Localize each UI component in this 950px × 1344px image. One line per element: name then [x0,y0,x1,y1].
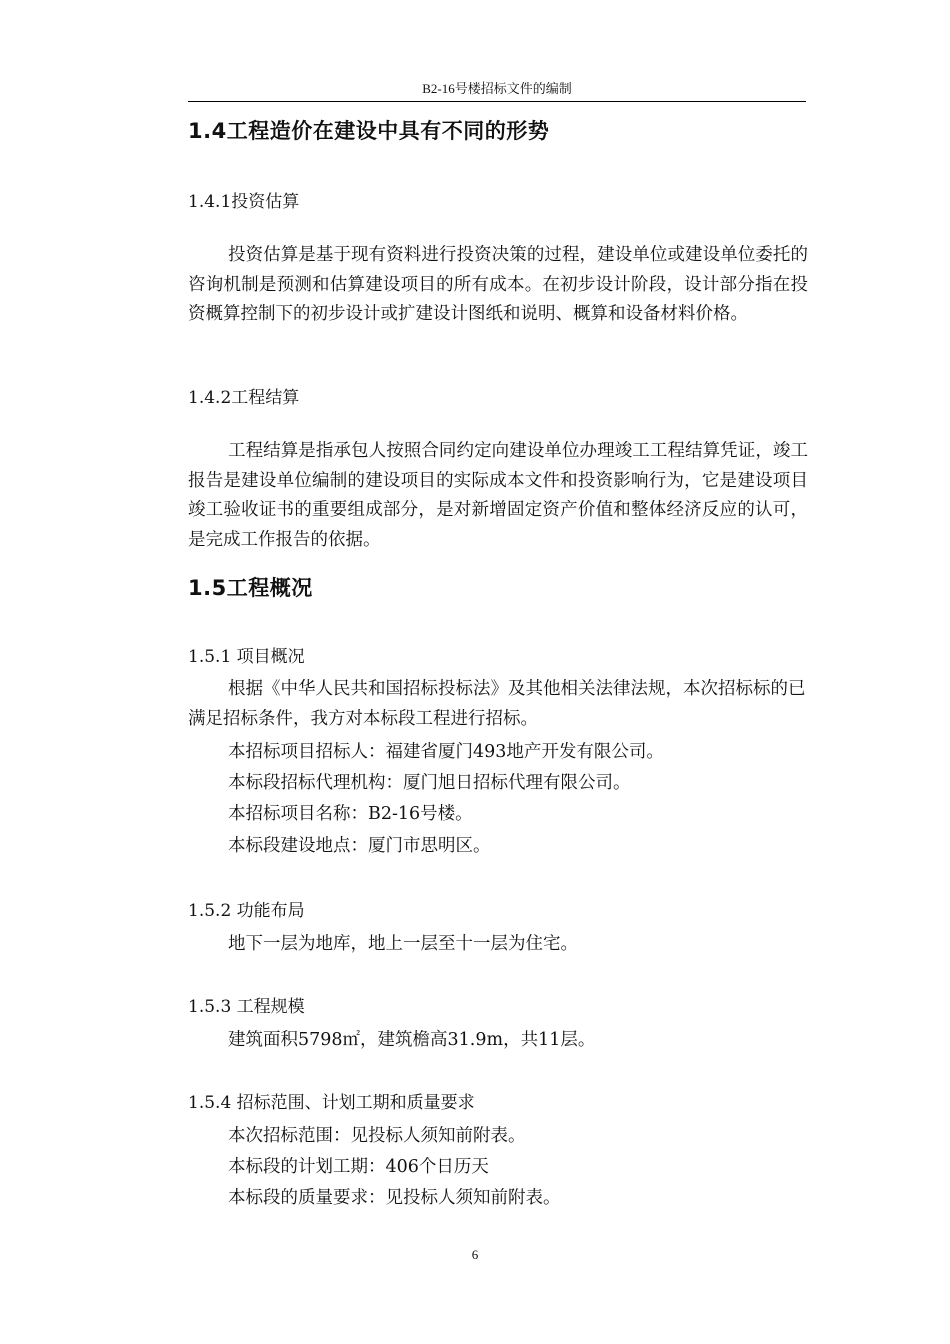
paragraph-1-4-2: 工程结算是指承包人按照合同约定向建设单位办理竣工工程结算凭证，竣工报告是建设单位编制的建设项目的实际成本文件和投资影响行为，它是建设项目竣工验收证书的重要组成部分，是对新增固定资产价值和整体经济反应的认可，是完成工作报告的依据。 [188,441,808,550]
line-agency: 本标段招标代理机构：厦门旭日招标代理有限公司。 [228,773,631,793]
page-number: 6 [471,1247,479,1262]
paragraph-1-4-1: 投资估算是基于现有资料进行投资决策的过程，建设单位或建设单位委托的咨询机制是预测和估算建设项目的所有成本。在初步设计阶段，设计部分指在投资概算控制下的初步设计或扩建设计图纸和说明、概算和设备材料价格。 [188,245,808,324]
paragraph-1-5-1-intro: 根据《中华人民共和国招标投标法》及其他相关法律法规，本次招标标的已满足招标条件，我方对本标段工程进行招标。 [188,679,806,729]
header-title: B2-16号楼招标文件的编制 [422,81,572,96]
line-quality: 本标段的质量要求：见投标人须知前附表。 [228,1188,561,1208]
page-header [188,80,806,102]
heading-1-5-3: 1.5.3 工程规模 [188,997,305,1017]
line-tenderer: 本招标项目招标人：福建省厦门493地产开发有限公司。 [228,742,664,762]
line-location: 本标段建设地点：厦门市思明区。 [228,836,491,856]
section-1-5-title: 1.5工程概况 [188,576,313,600]
heading-1-5-1: 1.5.1 项目概况 [188,647,305,667]
section-1-4-title: 1.4工程造价在建设中具有不同的形势 [188,119,550,143]
line-duration: 本标段的计划工期：406个日历天 [228,1157,489,1177]
line-project-name: 本招标项目名称：B2-16号楼。 [228,804,473,824]
heading-1-5-2: 1.5.2 功能布局 [188,901,305,921]
heading-1-5-4: 1.5.4 招标范围、计划工期和质量要求 [188,1093,475,1113]
heading-1-4-2: 1.4.2工程结算 [188,388,300,408]
heading-1-4-1: 1.4.1投资估算 [188,192,300,212]
line-scale: 建筑面积5798㎡，建筑檐高31.9m，共11层。 [228,1030,596,1050]
line-scope: 本次招标范围：见投标人须知前附表。 [228,1126,526,1146]
line-layout: 地下一层为地库，地上一层至十一层为住宅。 [228,934,578,954]
